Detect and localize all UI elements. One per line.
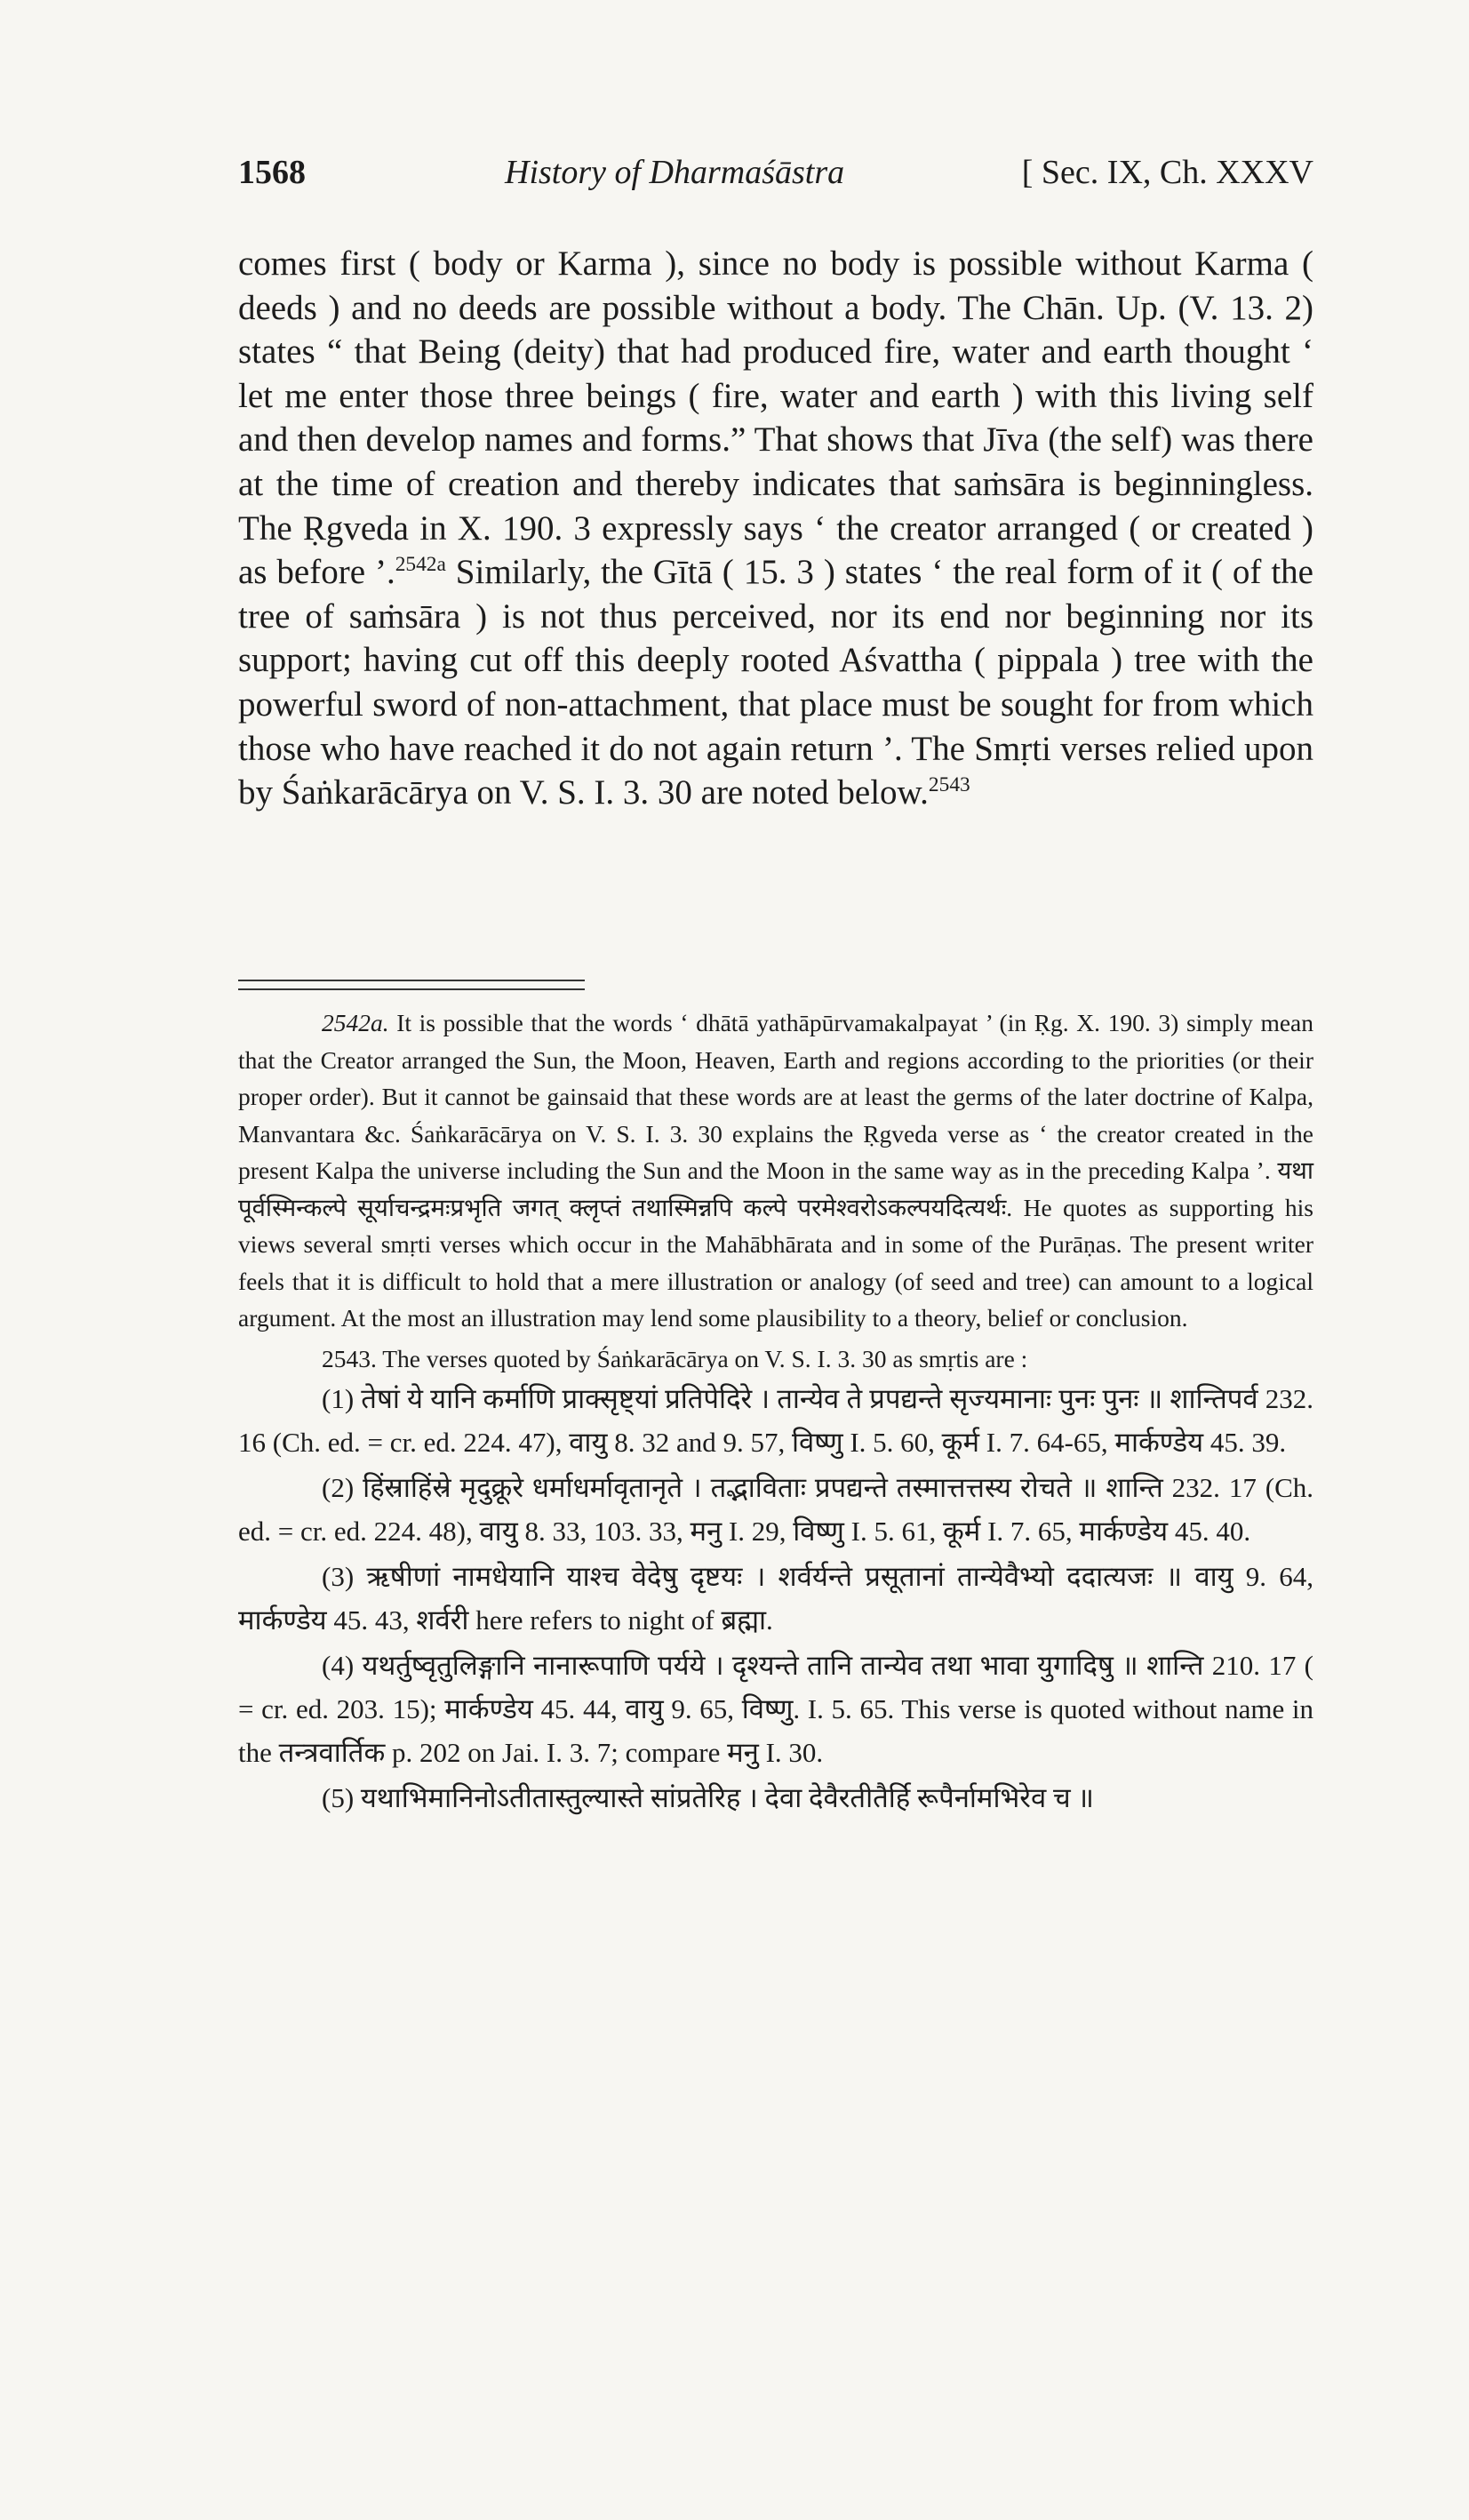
footnote-2543 xyxy=(238,1340,1313,1378)
footnote-ref-2542a[interactable]: 2542a xyxy=(395,553,446,577)
verse-3: (3) ऋषीणां नामधेयानि याश्च वेदेषु दृष्टयः । शर्वर्यन्ते प्रसूतानां तान्येवैभ्यो ददात्यजः ॥ वायु 9. 64, मार्कण्डेय 45. 43, शर्वरी here refers to night of ब्रह्मा. xyxy=(238,1561,1313,1636)
verse-5: (5) यथाभिमानिनोऽतीतास्तुल्यास्ते सांप्रतेरिह । देवा देवैरतीतैर्हि रूपैर्नामभिरेव च ॥ xyxy=(322,1782,1094,1813)
footnote-text: The verses quoted by Śaṅkarācārya on V. S. I. 3. 30 as smṛtis are : xyxy=(376,1344,1028,1372)
main-text xyxy=(238,242,1313,815)
section-label: [ Sec. IX, Ch. XXXV xyxy=(1021,154,1313,191)
verse-2: (2) हिंस्राहिंस्रे मृदुक्रूरे धर्माधर्मावृतानृते । तद्भाविताः प्रपद्यन्ते तस्मात्तत्तस्य रोचते ॥ शान्ति 232. 17 (Ch. ed. = cr. ed. 224. 48), वायु 8. 33, 103. 33, मनु I. 29, विष्णु I. 5. 61, कूर्म I. 7. 65, मार्कण्डेय 45. 40. xyxy=(238,1472,1313,1547)
footnote-text: It is possible that the words ‘ dhātā yathāpūrvamakalpayat ’ (in Ṛg. X. 190. 3) simply mean that the Creator arranged the Sun, the Moon, Heaven, Earth and regions according to the priorities (or their proper order). But it cannot be gainsaid that these words are at least the germs of the later doctrine of Kalpa, Manvantara &c. Śaṅkarācārya on V. S. I. 3. 30 explains the Ṛgveda verse as ‘ the creator created in the present Kalpa the universe including the Sun and the Moon in the same way as in the preceding Kalpa ’. यथा पूर्वस्मिन्कल्पे सूर्याचन्द्रमःप्रभृति जगत् क्लृप्तं तथास्मिन्नपि कल्पे परमेश्वरोऽकल्पयदित्यर्थः. He quotes as supporting his views several smṛti verses which occur in the Mahābhārata and in some of the Purāṇas. The present writer feels that it is difficult to hold that a mere illustration or analogy (of seed and tree) can amount to a logical argument. At the most an illustration may lend some plausibility to a theory, belief or conclusion. xyxy=(238,1009,1313,1332)
footnote-label: 2543. xyxy=(322,1344,377,1372)
book-title: History of Dharmaśāstra xyxy=(505,154,845,191)
body-paragraph xyxy=(238,242,1313,815)
page-number: 1568 xyxy=(238,154,306,191)
verse-1: (1) तेषां ये यानि कर्माणि प्राक्सृष्ट्यां प्रतिपेदिरे । तान्येव ते प्रपद्यन्ते सृज्यमानाः पुनः पुनः ॥ शान्तिपर्व 232. 16 (Ch. ed. = cr. ed. 224. 47), वायु 8. 32 and 9. 57, विष्णु I. 5. 60, कूर्म I. 7. 64-65, मार्कण्डेय 45. 39. xyxy=(238,1383,1313,1458)
footnote-label: 2542a. xyxy=(322,1009,389,1036)
body-text-part-2: Similarly, the Gītā ( 15. 3 ) states ‘ the real form of it ( of the tree of saṁsāra ) is not thus perceived, nor its end nor beginning nor its support; having cut off this deeply rooted Aśvattha ( pippala ) tree with the powerful sword of non-attachment, that place must be sought for from which those who have reached it do not again return ’. The Smṛti verses relied upon by Śaṅkarācārya on V. S. I. 3. 30 are noted below. xyxy=(238,553,1313,812)
body-text-part-1: comes first ( body or Karma ), since no body is possible without Karma ( deeds ) and no deeds are possible without a body. The Chān. Up. (V. 13. 2) states “ that Being (deity) that had produced fire, water and earth thought ‘ let me enter those three beings ( fire, water and earth ) with this living self and then develop names and forms.” That shows that Jīva (the self) was there at the time of creation and thereby indicates that saṁsāra is beginningless. The Ṛgveda in X. 190. 3 expressly says ‘ the creator arranged ( or created ) as before ’. xyxy=(238,244,1313,592)
footnotes xyxy=(238,1004,1313,1820)
footnote-2542a xyxy=(238,1004,1313,1337)
footnote-ref-2543[interactable]: 2543 xyxy=(928,773,970,797)
footnote-divider xyxy=(238,980,585,990)
verse-4: (4) यथर्तुष्वृतुलिङ्गानि नानारूपाणि पर्यये । दृश्यन्ते तानि तान्येव तथा भावा युगादिषु ॥ शान्ति 210. 17 ( = cr. ed. 203. 15); मार्कण्डेय 45. 44, वायु 9. 65, विष्णु. I. 5. 65. This verse is quoted without name in the तन्त्रवार्तिक p. 202 on Jai. I. 3. 7; compare मनु I. 30. xyxy=(238,1650,1313,1768)
running-header xyxy=(238,153,1313,206)
